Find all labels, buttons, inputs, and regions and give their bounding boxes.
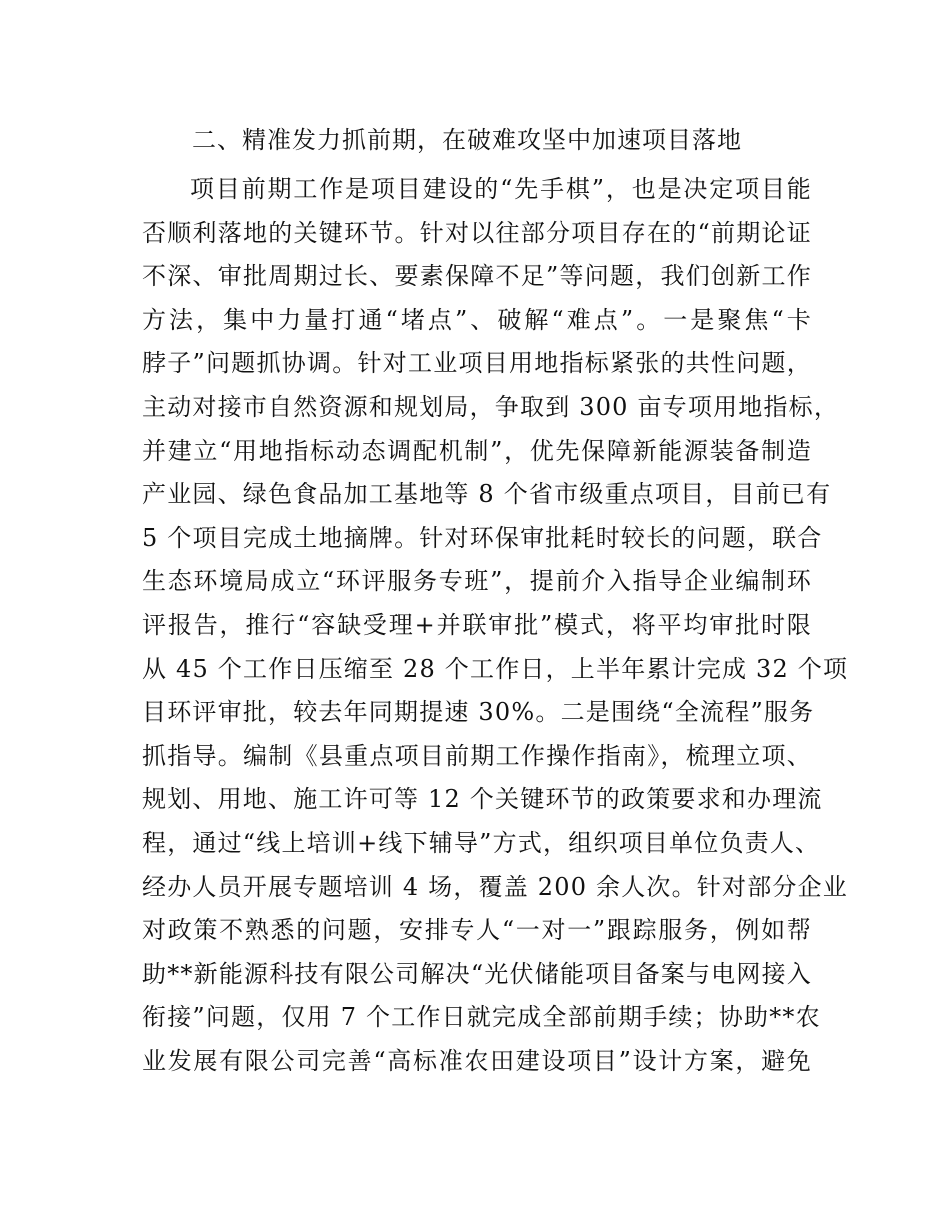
paragraph-line-4: 方法，集中力量打通“堵点”、破解“难点”。一是聚焦“卡 <box>142 305 812 334</box>
paragraph-line-3: 不深、审批周期过长、要素保障不足”等问题，我们创新工作 <box>142 262 812 291</box>
section-heading: 二、精准发力抓前期，在破难攻坚中加速项目落地 <box>192 126 742 154</box>
paragraph-line-8: 产业园、绿色食品加工基地等 8 个省市级重点项目，目前已有 <box>142 480 832 509</box>
paragraph-line-21: 业发展有限公司完善“高标准农田建设项目”设计方案，避免 <box>142 1046 812 1075</box>
paragraph-line-18: 对政策不熟悉的问题，安排专人“一对一”跟踪服务，例如帮 <box>142 916 812 945</box>
paragraph-line-7: 并建立“用地指标动态调配机制”，优先保障新能源装备制造 <box>142 436 812 465</box>
paragraph-line-1: 项目前期工作是项目建设的“先手棋”，也是决定项目能 <box>190 175 812 203</box>
paragraph-line-14: 抓指导。编制《县重点项目前期工作操作指南》，梳理立项、 <box>142 741 812 770</box>
paragraph-line-11: 评报告，推行“容缺受理+并联审批”模式，将平均审批时限 <box>142 610 812 639</box>
paragraph-line-17: 经办人员开展专题培训 4 场，覆盖 200 余人次。针对部分企业 <box>142 872 848 901</box>
paragraph-line-20: 衔接”问题，仅用 7 个工作日就完成全部前期手续；协助**农 <box>142 1003 821 1032</box>
paragraph-line-13: 目环评审批，较去年同期提速 30%。二是围绕“全流程”服务 <box>142 698 815 727</box>
paragraph-line-6: 主动对接市自然资源和规划局，争取到 300 亩专项用地指标， <box>142 392 840 421</box>
paragraph-line-5: 脖子”问题抓协调。针对工业项目用地指标紧张的共性问题， <box>142 349 812 378</box>
paragraph-line-2: 否顺利落地的关键环节。针对以往部分项目存在的“前期论证 <box>142 218 812 247</box>
paragraph-line-19: 助**新能源科技有限公司解决“光伏储能项目备案与电网接入 <box>142 959 812 988</box>
paragraph-line-16: 程，通过“线上培训+线下辅导”方式，组织项目单位负责人、 <box>142 828 821 857</box>
paragraph-line-15: 规划、用地、施工许可等 12 个关键环节的政策要求和办理流 <box>142 785 823 814</box>
paragraph-line-12: 从 45 个工作日压缩至 28 个工作日，上半年累计完成 32 个项 <box>142 654 849 683</box>
body-paragraph <box>142 168 849 1083</box>
paragraph-line-9: 5 个项目完成土地摘牌。针对环保审批耗时较长的问题，联合 <box>142 523 823 552</box>
paragraph-line-10: 生态环境局成立“环评服务专班”，提前介入指导企业编制环 <box>142 567 812 596</box>
